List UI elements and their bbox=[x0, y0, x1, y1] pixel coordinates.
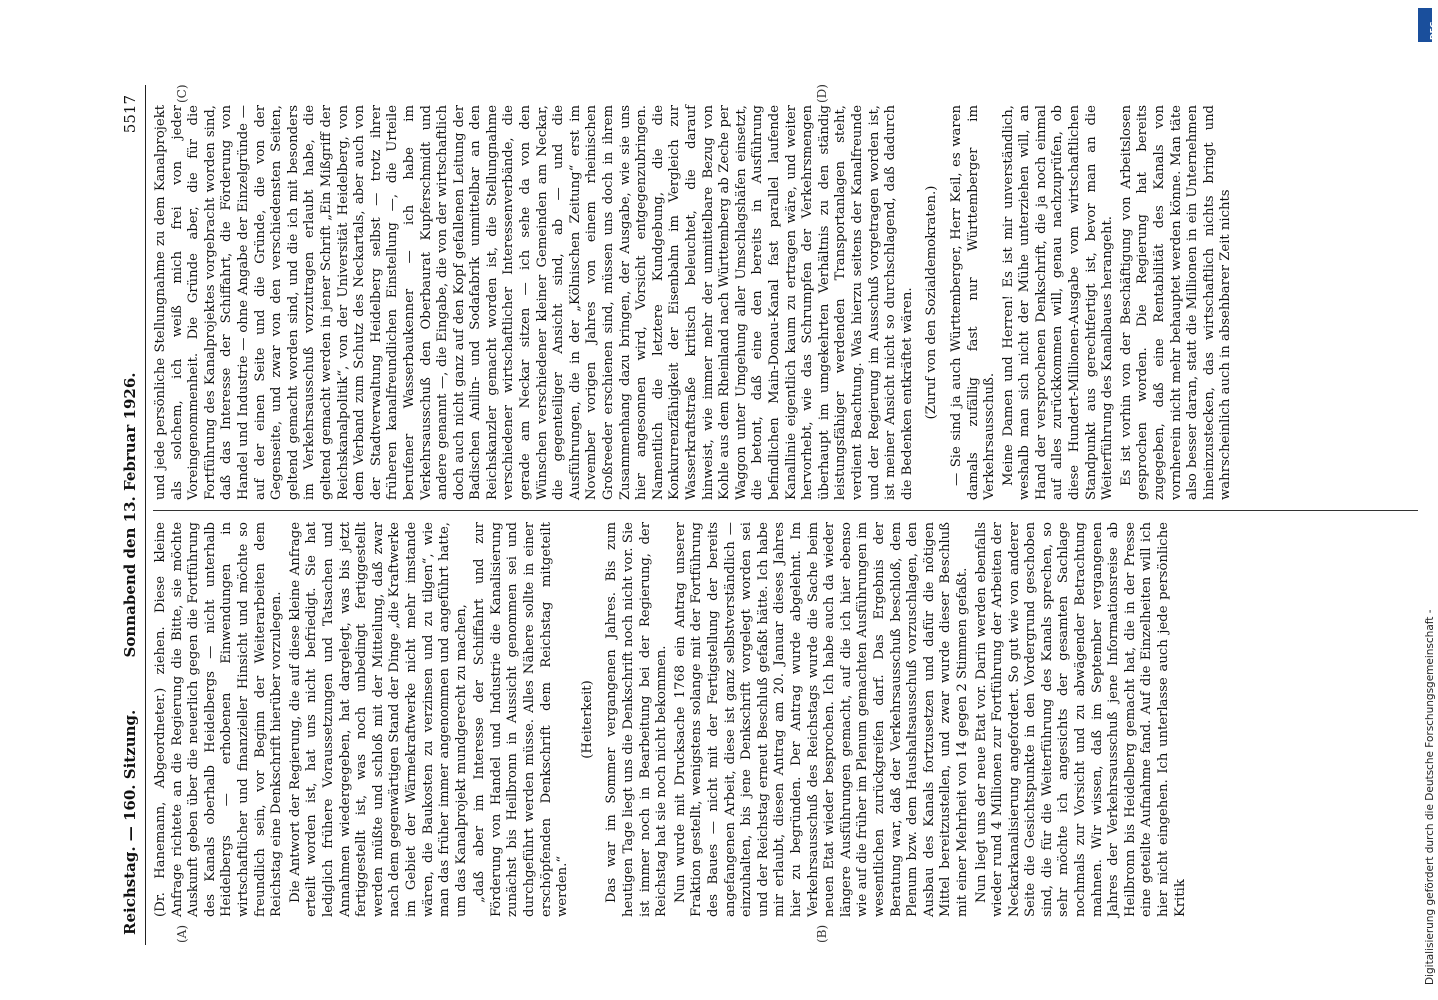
column-divider bbox=[153, 510, 1418, 511]
dfg-logo bbox=[1418, 8, 1438, 42]
left-paragraph-5: Das war im Sommer vergangenen Jahres. Bis zum heutigen Tage liegt uns die Denkschrift noch nicht vor. Sie ist immer noch in Bearbeitung bei der Regierung, der Reichstag hat sie noch nicht bekommen. bbox=[604, 522, 670, 917]
credit-text: Digitalisierung gefördert durch die Deutsche Forschungsgemeinschaft - bbox=[1424, 609, 1436, 985]
right-paragraph-4: Meine Damen und Herren! Es ist mir unverständlich, weshalb man sich nicht der Mühe unterziehen will, an Hand der versprochenen Denkschrift, die ja noch einmal auf alles zurückkommen will, genau nachzuprüfen, ob diese Hundert-Millionen-Ausgabe vom wirtschaftlichen Standpunkt aus gerechtfertigt ist, bevor man an die Weiterführung des Kanalbaues herangeht. bbox=[1000, 105, 1116, 500]
margin-marker-a: (A) bbox=[175, 924, 189, 943]
right-interjection: (Zuruf von den Sozialdemokraten.) bbox=[924, 185, 940, 420]
page-header bbox=[115, 85, 145, 945]
header-left: Reichstag. — 160. Sitzung. bbox=[121, 709, 139, 935]
margin-marker-d: (D) bbox=[815, 84, 829, 103]
left-paragraph-7: Nun liegt uns der neue Etat vor. Darin werden ebenfalls wieder rund 4 Millionen zur Fortführung der Arbeiten der Neckarkanalisierung angefordert. So gut wie von anderer Seite die Gesichtspunkte in den Vordergrund geschoben sind, die für die Weiterführung des Kanals sprechen, so sehr möchte ich angesichts der gesamten Sachlage nochmals zur Vorsicht und zu abwägender Betrachtung mahnen. Wir wissen, daß im September vergangenen Jahres der Verkehrsausschuß jene Informationsreise ab Heilbronn bis Heidelberg gemacht hat, die in der Presse eine geteilte Aufnahme fand. Auf die Einzelheiten will ich hier nicht eingehen. Ich unterlasse auch jede persönliche Kritik bbox=[973, 522, 1188, 917]
header-rule bbox=[145, 85, 146, 945]
left-interjection: (Heiterkeit) bbox=[579, 680, 595, 759]
left-quote: „daß aber im Interesse der Schiffahrt und zur Förderung von Handel und Industrie die Kanalisierung zunächst bis Heilbronn in Aussicht genommen sei und durchgeführt werden müsse. Alles Nähere sollte in einer erschöpfenden Denkschrift dem Reichstag mitgeteilt werden.“ bbox=[472, 522, 571, 917]
left-paragraph-2: Die Antwort der Regierung, die auf diese kleine Anfrage erteilt worden ist, hat uns nicht befriedigt. Sie hat lediglich frühere Voraussetzungen und Tatsachen und Annahmen wiedergegeben, hat dargelegt, was bis jetzt fertiggestellt ist, was noch unbedingt fertiggestellt werden müßte und schloß mit der Mitteilung, daß zwar nach dem gegenwärtigen Stand der Dinge „die Kraftwerke im Gebiet der Wärmekraftwerke nicht mehr imstande wären, die Baukosten zu verzinsen und zu tilgen“, wie man das früher immer angenommen und angeführt hatte, um das Kanalprojekt mundgerecht zu machen, bbox=[287, 522, 469, 917]
margin-marker-b: (B) bbox=[815, 924, 829, 943]
dfg-logo-text: DFG bbox=[1429, 21, 1438, 40]
right-paragraph-3: — Sie sind ja auch Württemberger, Herr Keil, es waren damals zufällig fast nur Württemberger im Verkehrsausschuß. bbox=[948, 105, 998, 500]
right-paragraph-5: Es ist vorhin von der Beschäftigung von Arbeitslosen gesprochen worden. Die Regierung hat bereits zugegeben, daß eine Rentabilität des Kanals von vornherein nicht mehr behauptet werden könne. Man täte also besser daran, statt die Millionen in ein Unternehmen hineinzustecken, das wirtschaftlich nichts bringt und wahrscheinlich auch in absehbarer Zeit nichts bbox=[1118, 105, 1234, 500]
left-paragraph-1: (Dr. Hanemann, Abgeordneter.) ziehen. Diese kleine Anfrage richtete an die Regierung die Bitte, sie möchte Auskunft geben über die neuerlich gegen die Fortführung des Kanals oberhalb Heidelbergs — nicht unterhalb Heidelbergs — erhobenen Einwendungen in wirtschaftlicher und finanzieller Hinsicht und möchte so freundlich sein, vor Beginn der Weiterarbeiten dem Reichstag eine Denkschrift hierüber vorzulegen. bbox=[153, 522, 285, 917]
right-paragraph-1: und jede persönliche Stellungnahme zu dem Kanalprojekt als solchem, ich weiß mich frei von jeder Voreingenommenheit. Die Gründe aber, die für die Fortführung des Kanalprojektes vorgebracht worden sind, daß das Interesse der Schiffahrt, die Förderung von Handel und Industrie — ohne Angabe der Einzelgründe — auf der einen Seite und die Gründe, die von der Gegenseite, und zwar von den verschiedensten Seiten, geltend gemacht worden sind, und die ich mit besonders im Verkehrsausschuß vorzutragen erlaubt habe, die geltend gemacht werden in jener Schrift „Ein Mißgriff der Reichskanalpolitik“, von der Universität Heidelberg, von dem Verband zum Schutz des Neckartals, aber auch von der Stadtverwaltung Heidelberg selbst — trotz ihrer früheren kanalfreundlichen Einstellung —, die Urteile berufener Wasserbaukenner — ich habe im Verkehrsausschuß den Oberbaurat Kupferschmidt und andere genannt —, die Eingabe, die von der wirtschaftlich doch auch nicht ganz auf den Kopf gefallenen Leitung der Badischen Anilin- und Sodafabrik unmittelbar an den Reichskanzler gemacht worden ist, die Stellungnahme verschiedener wirtschaftlicher Interessenverbände, die gerade am Neckar sitzen — ich sehe da von den Wünschen verschiedener kleiner Gemeinden am Neckar, die gegenteiliger Ansicht sind, ab — und die Ausführungen, die in der „Kölnischen Zeitung“ erst im November vorigen Jahres von einem rheinischen Großreeder erschienen sind, müssen uns doch in ihrem Zusammenhang dazu bringen, der Ausgabe, wie sie uns hier angesonnen wird, Vorsicht entgegenzubringen. Namentlich die letztere Kundgebung, die die Konkurrenzfähigkeit der Eisenbahn im Vergleich zur Wasserkraftstraße kritisch beleuchtet, die darauf hinweist, wie immer mehr der unmittelbare Bezug von Kohle aus dem Rheinland nach Württemberg ab Zeche per Waggon unter Umgehung aller Umschlagshäfen einsetzt, die betont, daß eine den bereits in Ausführung befindlichen Main-Donau-Kanal fast parallel laufende Kanallinie eigentlich kaum zu ertragen wäre, und weiter hervorhebt, wie das Schrumpfen der Verkehrsmengen überhaupt im umgekehrten Verhältnis zu den ständig leistungsfähiger werdenden Transportanlagen steht, verdient Beachtung. Was hierzu seitens der Kanalfreunde und der Regierung im Ausschuß vorgetragen worden ist, ist meiner Ansicht nicht so durchschlagend, daß dadurch die Bedenken entkräftet wären. bbox=[153, 105, 915, 500]
left-paragraph-6: Nun wurde mit Drucksache 1768 ein Antrag unserer Fraktion gestellt, wenigstens solange mit der Fortführung des Baues — nicht mit der Fertigstellung der bereits angefangenen Arbeit, diese ist ganz selbstverständlich — einzuhalten, bis jene Denkschrift vorgelegt worden sei und der Reichstag erneut Beschluß gefaßt hätte. Ich habe mir erlaubt, diesen Antrag am 20. Januar dieses Jahres hier zu begründen. Der Antrag wurde abgelehnt. Im Verkehrsausschuß des Reichstags wurde die Sache beim neuen Etat wieder besprochen. Ich habe auch da wieder längere Ausführungen gemacht, auf die ich hier ebenso wie auf die früher im Plenum gemachten Ausführungen im wesentlichen zurückgreifen darf. Das Ergebnis der Beratung war, daß der Verkehrsausschuß beschloß, dem Plenum bzw. dem Haushaltsausschuß vorzuschlagen, den Ausbau des Kanals fortzusetzen und dafür die nötigen Mittel bereitzustellen, und zwar wurde dieser Beschluß mit einer Mehrheit von 14 gegen 2 Stimmen gefaßt. bbox=[672, 522, 970, 917]
margin-marker-c: (C) bbox=[175, 84, 189, 103]
scanned-page bbox=[115, 85, 1425, 945]
page-number: 5517 bbox=[121, 95, 139, 134]
right-column bbox=[153, 105, 1418, 500]
header-date: Sonnabend den 13. Februar 1926. bbox=[121, 372, 139, 658]
left-column bbox=[153, 522, 1418, 917]
